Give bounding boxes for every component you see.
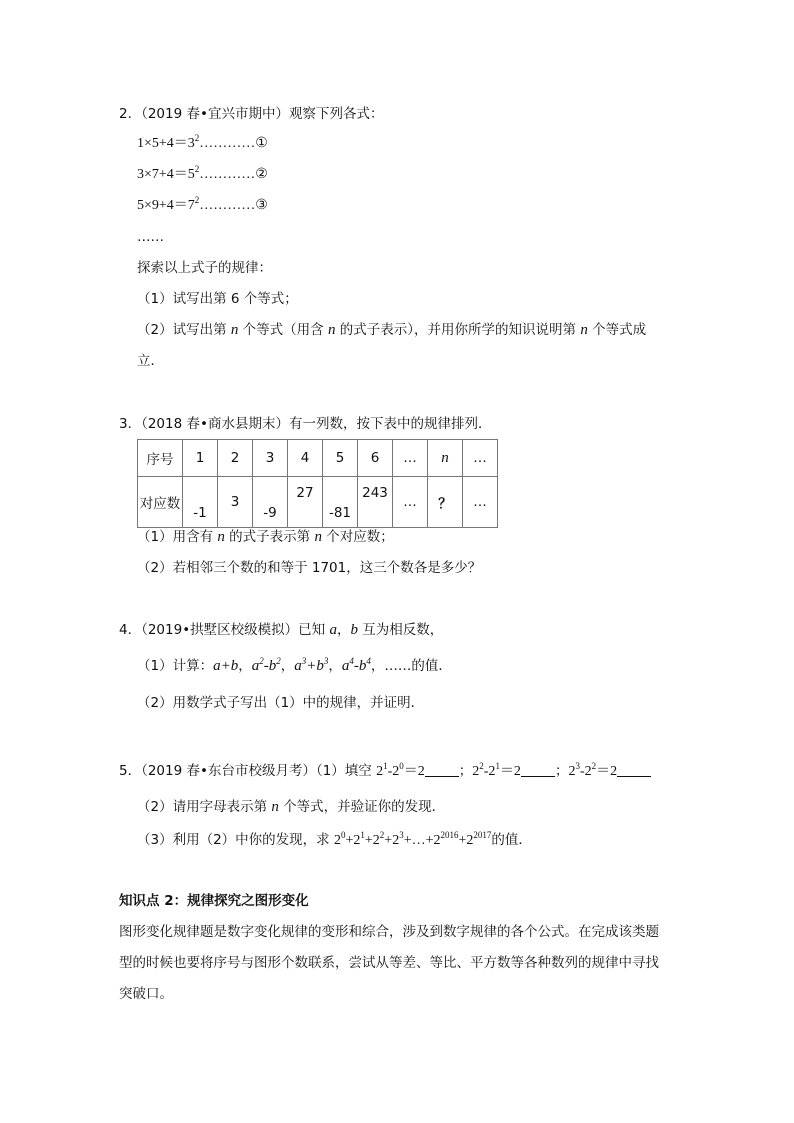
table-cell: 6 xyxy=(358,440,393,477)
sequence-table xyxy=(137,439,498,528)
answer-blank[interactable] xyxy=(521,762,555,777)
table-cell: n xyxy=(428,440,463,477)
q2-explore: 探索以上式子的规律： xyxy=(137,260,272,276)
q2-intro: 2．（2019 春•宜兴市期中）观察下列各式： xyxy=(119,106,384,122)
table-cell: ？ xyxy=(428,477,463,528)
q2-part-2-cont: 立． xyxy=(137,353,164,369)
table-cell: … xyxy=(463,477,498,528)
section-body-line: 型的时候也要将序号与图形个数联系，尝试从等差、等比、平方数等各种数列的规律中寻找 xyxy=(119,955,659,971)
q2-part-1: （1）试写出第 6 个等式； xyxy=(137,291,298,307)
table-cell: -9 xyxy=(253,477,288,528)
q2-formula-3: $5\times 9+4=7^2\dots\dots\dots\dots ③$ xyxy=(137,195,268,213)
table-cell: … xyxy=(393,440,428,477)
section-title: 知识点 2：规律探究之图形变化 xyxy=(119,893,309,909)
table-cell: 2 xyxy=(218,440,253,477)
q4-part-2: （2）用数学式子写出（1）中的规律，并证明． xyxy=(137,695,425,711)
q3-part-1: （1）用含有 n 的式子表示第 n 个对应数； xyxy=(137,529,394,545)
table-cell: -1 xyxy=(183,477,218,528)
table-row xyxy=(138,440,498,477)
table-cell: 1 xyxy=(183,440,218,477)
table-cell: 对应数 xyxy=(138,477,183,528)
table-cell: 4 xyxy=(288,440,323,477)
q4-intro: 4．（2019•拱墅区校级模拟）已知 a，b 互为相反数， xyxy=(119,622,444,638)
table-cell: 5 xyxy=(323,440,358,477)
section-body-line: 图形变化规律题是数字变化规律的变形和综合，涉及到数字规律的各个公式。在完成该类题 xyxy=(119,924,659,940)
q3-intro: 3．（2018 春•商水县期末）有一列数，按下表中的规律排列． xyxy=(119,416,492,432)
answer-blank[interactable] xyxy=(617,762,651,777)
table-row xyxy=(138,477,498,528)
table-cell: 3 xyxy=(253,440,288,477)
q2-ellipsis: …… xyxy=(137,229,164,245)
table-cell: 3 xyxy=(218,477,253,528)
q5-intro: 5．（2019 春•东台市校级月考）（1）填空 $2^1-2^0=2$ ；$2^2-2^1=2$ ；$2^3-2^2=2$ xyxy=(119,761,651,782)
q5-part-3: （3）利用（2）中你的发现，求 $2^0+2^1+2^2+2^3+\dots+2^{2016}+2^{2017}$的值． xyxy=(137,830,532,848)
q5-part-2: （2）请用字母表示第 n 个等式，并验证你的发现． xyxy=(137,799,446,815)
answer-blank[interactable] xyxy=(425,762,459,777)
table-cell: 序号 xyxy=(138,440,183,477)
table-cell: 243 xyxy=(358,477,393,528)
section-body-line: 突破口。 xyxy=(119,986,173,1002)
q4-part-1: （1）计算：a+b，$a^2-b^2$，$a^3+b^3$，$a^4-b^4$，……的值． xyxy=(137,656,452,674)
q2-part-2: （2）试写出第 n 个等式（用含 n 的式子表示），并用你所学的知识说明第 n 个等式成 xyxy=(137,322,647,338)
q3-part-2: （2）若相邻三个数的和等于 1701，这三个数各是多少？ xyxy=(137,560,482,576)
table-cell: -81 xyxy=(323,477,358,528)
table-cell: 27 xyxy=(288,477,323,528)
q2-formula-2: $3\times 7+4=5^2\dots\dots\dots\dots ②$ xyxy=(137,164,268,182)
q2-formula-1: $1\times 5+4=3^2\dots\dots\dots\dots ①$ xyxy=(137,133,268,151)
table-cell: … xyxy=(463,440,498,477)
table-cell: … xyxy=(393,477,428,528)
